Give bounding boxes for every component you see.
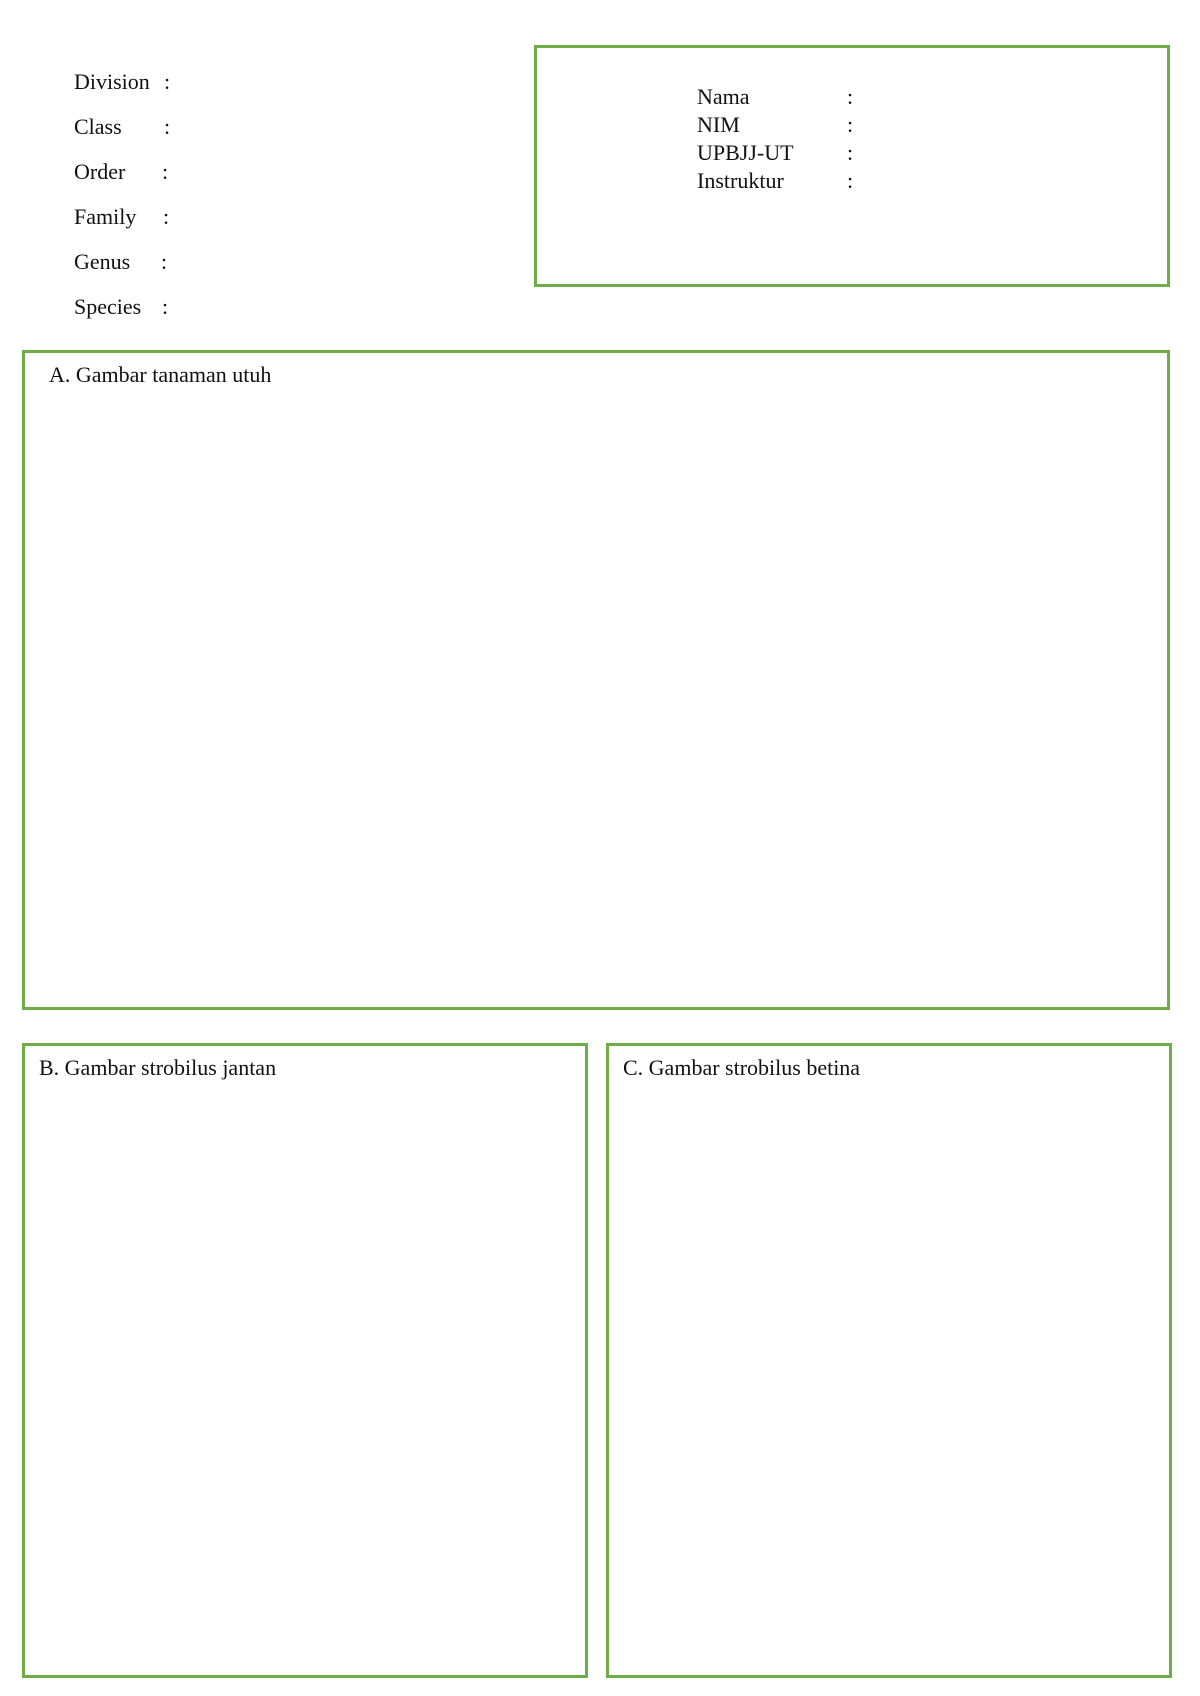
- taxonomy-row-genus: [74, 248, 294, 293]
- division-label: Division: [74, 69, 150, 94]
- order-colon: :: [162, 159, 169, 184]
- taxonomy-row-division: [74, 68, 294, 113]
- taxonomy-row-family: [74, 203, 294, 248]
- instruktur-label: Instruktur: [697, 168, 784, 193]
- drawing-c-title: C. Gambar strobilus betina: [623, 1055, 861, 1080]
- class-label: Class: [74, 114, 122, 139]
- drawing-box-whole-plant: [22, 350, 1170, 1010]
- species-colon: :: [162, 294, 169, 319]
- taxonomy-row-species: [74, 293, 294, 338]
- species-label: Species: [74, 294, 142, 319]
- taxonomy-row-order: [74, 158, 294, 203]
- taxonomy-section: [74, 68, 294, 338]
- nim-colon: :: [847, 112, 854, 137]
- taxonomy-row-class: [74, 113, 294, 158]
- nim-label: NIM: [697, 112, 740, 137]
- instruktur-colon: :: [847, 168, 854, 193]
- genus-label: Genus: [74, 249, 131, 274]
- genus-colon: :: [161, 249, 168, 274]
- class-colon: :: [164, 114, 171, 139]
- drawing-area-male-strobilus: [25, 1090, 585, 1675]
- drawing-box-female-strobilus: [606, 1043, 1172, 1678]
- nama-label: Nama: [697, 84, 750, 109]
- student-info-box: [534, 45, 1170, 287]
- drawing-area-whole-plant: [25, 397, 1167, 1007]
- division-colon: :: [164, 69, 171, 94]
- upbjj-colon: :: [847, 140, 854, 165]
- nama-colon: :: [847, 84, 854, 109]
- order-label: Order: [74, 159, 126, 184]
- family-colon: :: [163, 204, 170, 229]
- family-label: Family: [74, 204, 137, 229]
- drawing-b-title: B. Gambar strobilus jantan: [39, 1055, 277, 1080]
- drawing-area-female-strobilus: [609, 1090, 1169, 1675]
- drawing-box-male-strobilus: [22, 1043, 588, 1678]
- upbjj-label: UPBJJ-UT: [697, 140, 794, 165]
- drawing-a-title: A. Gambar tanaman utuh: [49, 362, 272, 387]
